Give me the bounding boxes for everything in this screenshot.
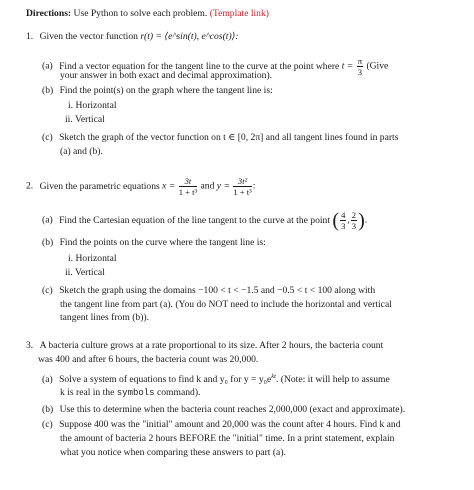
pi-over-3-fraction (357, 56, 363, 77)
point-x-fraction (340, 210, 346, 231)
problem-1c-line1 (42, 132, 398, 145)
y-equals: y = (216, 180, 230, 192)
directions-text: Use Python to solve each problem. (73, 8, 208, 19)
problem-3c-line2: the amount of bacteria 2 hours BEFORE the "initial" time. In a print statement, explain (60, 433, 395, 444)
part-text: Solve a system of equations to find k and y₀ for y = y₀e (59, 374, 272, 385)
fraction-denominator: 1 + t³ (178, 187, 198, 197)
fraction-denominator: 3 (351, 221, 357, 231)
part-text-tail: (Give (366, 60, 389, 72)
problem-2-intro (26, 176, 255, 197)
part-text: k is real in the (60, 387, 115, 398)
part-text-tail: command). (156, 387, 201, 398)
fraction-numerator: 3t (179, 176, 197, 187)
problem-text: A bacteria culture grows at a rate proportional to its size. After 2 hours, the bacteria count (39, 340, 384, 351)
right-paren: ) (358, 209, 365, 232)
and-text: and (200, 180, 215, 192)
problem-number: 3. (26, 340, 34, 351)
vector-function: r(t) = ⟨e^sin(t), e^cos(t)⟩: (140, 31, 239, 42)
subitem-horizontal: i. Horizontal (68, 100, 117, 111)
part-text: Find a vector equation for the tangent line to the curve at the point where (59, 60, 340, 72)
problem-3a-line2 (60, 387, 200, 400)
part-label: (c) (42, 285, 53, 296)
intro-tail: : (252, 180, 256, 192)
problem-number: 1. (26, 31, 34, 42)
part-text: Sketch the graph using the domains −100 < t < −1.5 and −0.5 < t < 100 along with (59, 285, 376, 296)
problem-2b (42, 237, 266, 250)
part-label: (b) (42, 237, 54, 248)
problem-1a-line2 (60, 70, 272, 83)
left-paren: ( (332, 209, 340, 232)
subitem-horizontal: i. Horizontal (68, 253, 117, 264)
subitem-vertical: ii. Vertical (65, 267, 105, 278)
problem-1-intro (26, 31, 239, 44)
fraction-denominator: 1 + t³ (233, 187, 252, 197)
part-text: Find the points on the curve where the tangent line is: (59, 237, 266, 248)
problem-2c-line3: tangent lines from (b)). (60, 312, 149, 323)
problem-2a: (a) Find the Cartesian equation of the line tangent to the curve at the point ( $\frac{4}{3}$ , $\frac{2}{3}$ ). (42, 209, 368, 232)
part-label: (b) (42, 85, 54, 96)
directions-line (26, 8, 269, 21)
point-y-fraction (351, 210, 357, 231)
problem-3c-line3: what you notice when comparing these answers to part (a). (60, 447, 286, 458)
problem-2c-line1 (42, 285, 375, 298)
problem-1c-line2: (a) and (b). (60, 146, 103, 157)
directions-label: Directions: (26, 8, 72, 19)
problem-3b (42, 404, 405, 417)
code-symbols: symbols (116, 388, 155, 398)
part-text: Find the Cartesian equation of the line tangent to the curve at the point (59, 214, 331, 226)
part-text: Sketch the graph of the vector function on t ∈ [0, 2π] and all tangent lines found in parts (59, 132, 399, 143)
problem-3c-line1 (42, 419, 401, 432)
t-equals: t = (341, 60, 354, 72)
problem-intro-text: Given the vector function (39, 31, 138, 42)
template-link[interactable]: (Template link) (209, 8, 269, 19)
problem-3-line1 (26, 340, 383, 353)
part-text: Find the point(s) on the graph where the tangent line is: (59, 85, 273, 96)
part-text: Suppose 400 was the "initial" amount and 20,000 was the count after 4 hours. Find k and (59, 419, 401, 430)
x-equals: x = (162, 180, 176, 192)
part-text: Use this to determine when the bacteria count reaches 2,000,000 (exact and approximate). (59, 404, 406, 415)
fraction-denominator: 3 (357, 67, 362, 77)
part-label: (a) (42, 214, 53, 226)
fraction-denominator: 3 (341, 221, 346, 231)
part-label: (a) (42, 374, 53, 385)
part-label: (c) (42, 419, 53, 430)
part-text: your answer in both exact and decimal approximation). (60, 70, 273, 81)
subitem-vertical: ii. Vertical (65, 114, 105, 125)
problem-intro-text: Given the parametric equations (39, 180, 160, 192)
problem-3a-line1 (42, 374, 390, 387)
fraction-numerator: 2 (351, 210, 357, 220)
fraction-numerator: 3t² (233, 176, 251, 187)
part-label: (a) (42, 60, 53, 72)
fraction-numerator: 4 (341, 210, 346, 220)
part-label: (c) (42, 132, 53, 143)
x-fraction (179, 176, 197, 197)
problem-3-line2: was 400 and after 6 hours, the bacteria count was 20,000. (38, 354, 259, 365)
problem-2c-line2: the tangent line from part (a). (You do NOT need to include the horizontal and vertical (60, 299, 392, 310)
part-text-tail: . (Note: it will help to assume (275, 374, 390, 385)
problem-1b (42, 85, 273, 98)
problem-number: 2. (26, 180, 34, 192)
exponent: kt (271, 373, 276, 380)
y-fraction (233, 176, 251, 197)
fraction-numerator: π (357, 56, 363, 66)
part-label: (b) (42, 404, 54, 415)
